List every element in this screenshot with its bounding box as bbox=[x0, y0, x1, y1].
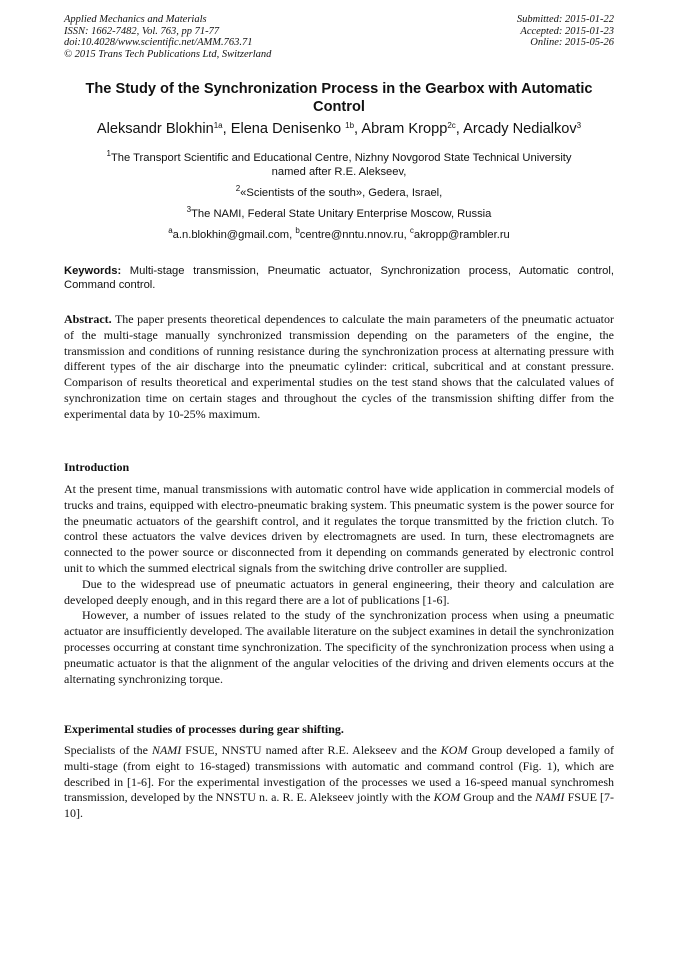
email-link[interactable]: akropp@rambler.ru bbox=[413, 229, 510, 241]
keywords-label: Keywords: bbox=[64, 265, 122, 277]
paragraph: However, a number of issues related to the study of the synchronization process when using a pneumatic actuator are insufficiently developed. The available literature on the subject examines in detail the synchronization processes occurring at constant time synchronization. The specificity of the synchronization process when using a pneumatic actuator is that the alignment of the angular velocities of the driving and driven elements occurs at the alternating synchronizing torque. bbox=[64, 608, 614, 686]
journal-name: Applied Mechanics and Materials bbox=[64, 14, 207, 25]
author-name: Abram Kropp bbox=[361, 121, 448, 137]
copyright-line: © 2015 Trans Tech Publications Ltd, Switzerland bbox=[64, 48, 272, 60]
author-name: Arcady Nedialkov bbox=[463, 121, 577, 137]
email-superscript: c bbox=[409, 226, 414, 235]
abstract-section bbox=[64, 312, 614, 423]
organization-name: KOM bbox=[440, 743, 468, 757]
text-run: Group and the bbox=[460, 790, 536, 805]
abstract-label: Abstract. bbox=[64, 312, 112, 326]
affiliation-3 bbox=[64, 207, 614, 221]
affiliation-text: «Scientists of the south», Gedera, Israel, bbox=[240, 187, 443, 199]
email-superscript: b bbox=[295, 226, 300, 235]
abstract-text: The paper presents theoretical dependences to calculate the main parameters of the pneumatic actuator of the multi-stage manually synchronized transmission depending on the parameters of the engine, the transmission and conditions of running resistance during the synchronization process at alternating pressure with different types of the air discharge into the pneumatic cylinder: critical, subcritical and at constant pressure. Comparison of results theoretical and experimental studies on the test stand shows that the calculated values of synchronization time on certain stages and throughout the cycles of the transmission shifting differ from the experimental data by 10-25% maximum. bbox=[64, 312, 614, 421]
keywords-text: Multi-stage transmission, Pneumatic actuator, Synchronization process, Automatic control, Command control. bbox=[64, 265, 614, 291]
author-name: Aleksandr Blokhin bbox=[96, 121, 214, 137]
text-run: FSUE [7-10]. bbox=[64, 790, 614, 821]
affiliation-1 bbox=[64, 151, 614, 179]
affiliation-superscript: 3 bbox=[186, 205, 192, 214]
author-superscript: 3 bbox=[576, 121, 582, 130]
affiliation-superscript: 2 bbox=[235, 184, 241, 193]
introduction-body bbox=[64, 482, 614, 687]
author-list: Aleksandr Blokhin$^{1a}$, Elena Denisenko $^{1b}$, Abram Kropp$^{2c}$, Arcady Nedialkov$^3$ bbox=[96, 121, 582, 137]
affiliation-text: The NAMI, Federal State Unitary Enterprise Moscow, Russia bbox=[191, 208, 492, 220]
text-run: Group developed a family of multi-stage (from eight to 16-staged) transmissions with automatic and command control (Fig. 1), which are described in [1-6]. For the experimental investigation of the processes we used a 16-speed manual synchromesh transmission, developed by the NNSTU n. a. R. E. Alekseev jointly with the bbox=[64, 743, 615, 805]
author-superscript: 1b bbox=[345, 121, 355, 130]
keywords-section bbox=[64, 264, 614, 292]
online-date: Online: 2015-05-26 bbox=[530, 37, 614, 49]
author-emails bbox=[64, 228, 614, 242]
paragraph: At the present time, manual transmissions with automatic control have wide application in commercial models of trucks and trains, equipped with electro-pneumatic braking system. This pneumatic system is the power source for the pneumatic actuators of the gearshift control, and it regulates the torque transmitted by the friction clutch. To control these actuators the valve devices driven by electromagnets are used. In turn, these electromagnets are connected to the power source or disconnected from it depending on commands generated by electronic control unit to which the summed electrical signals from the switching drive controller are supplied. bbox=[64, 482, 614, 575]
submitted-date: Submitted: 2015-01-22 bbox=[516, 14, 614, 25]
publication-dates bbox=[517, 14, 614, 49]
email-link[interactable]: centre@nntu.nnov.ru, bbox=[299, 229, 410, 241]
text-run: Specialists of the bbox=[64, 743, 152, 757]
affiliation-text: The Transport Scientific and Educational Centre, Nizhny Novgorod State Technical University bbox=[110, 152, 572, 164]
paper-title: The Study of the Synchronization Process in the Gearbox with Automatic Control bbox=[85, 81, 593, 115]
author-name: Elena Denisenko bbox=[230, 121, 346, 137]
text-run: FSUE, NNSTU named after R.E. Alekseev and the bbox=[181, 743, 441, 757]
affiliation-text: named after R.E. Alekseev, bbox=[271, 166, 407, 178]
affiliation-2 bbox=[64, 186, 614, 200]
introduction-heading: Introduction bbox=[64, 460, 130, 474]
organization-name: NAMI bbox=[151, 743, 182, 757]
author-superscript: 1a bbox=[213, 121, 223, 130]
affiliation-superscript: 1 bbox=[106, 149, 111, 158]
email-link[interactable]: a.n.blokhin@gmail.com, bbox=[172, 229, 296, 241]
organization-name: NAMI bbox=[535, 790, 565, 805]
accepted-date: Accepted: 2015-01-23 bbox=[520, 25, 614, 37]
experimental-heading: Experimental studies of processes during gear shifting. bbox=[64, 722, 344, 736]
author-superscript: 2c bbox=[447, 121, 456, 130]
paragraph bbox=[64, 743, 614, 822]
doi-line[interactable]: doi:10.4028/www.scientific.net/AMM.763.71 bbox=[64, 37, 253, 49]
paragraph: Due to the widespread use of pneumatic actuators in general engineering, their theory and calculation are developed deeply enough, and in this regard there are a lot of publications [1-6]. bbox=[64, 576, 614, 607]
email-superscript: a bbox=[168, 226, 173, 235]
issn-line: ISSN: 1662-7482, Vol. 763, pp 71-77 bbox=[64, 25, 220, 37]
experimental-body bbox=[64, 743, 614, 822]
journal-info bbox=[64, 14, 271, 60]
organization-name: KOM bbox=[433, 790, 461, 805]
